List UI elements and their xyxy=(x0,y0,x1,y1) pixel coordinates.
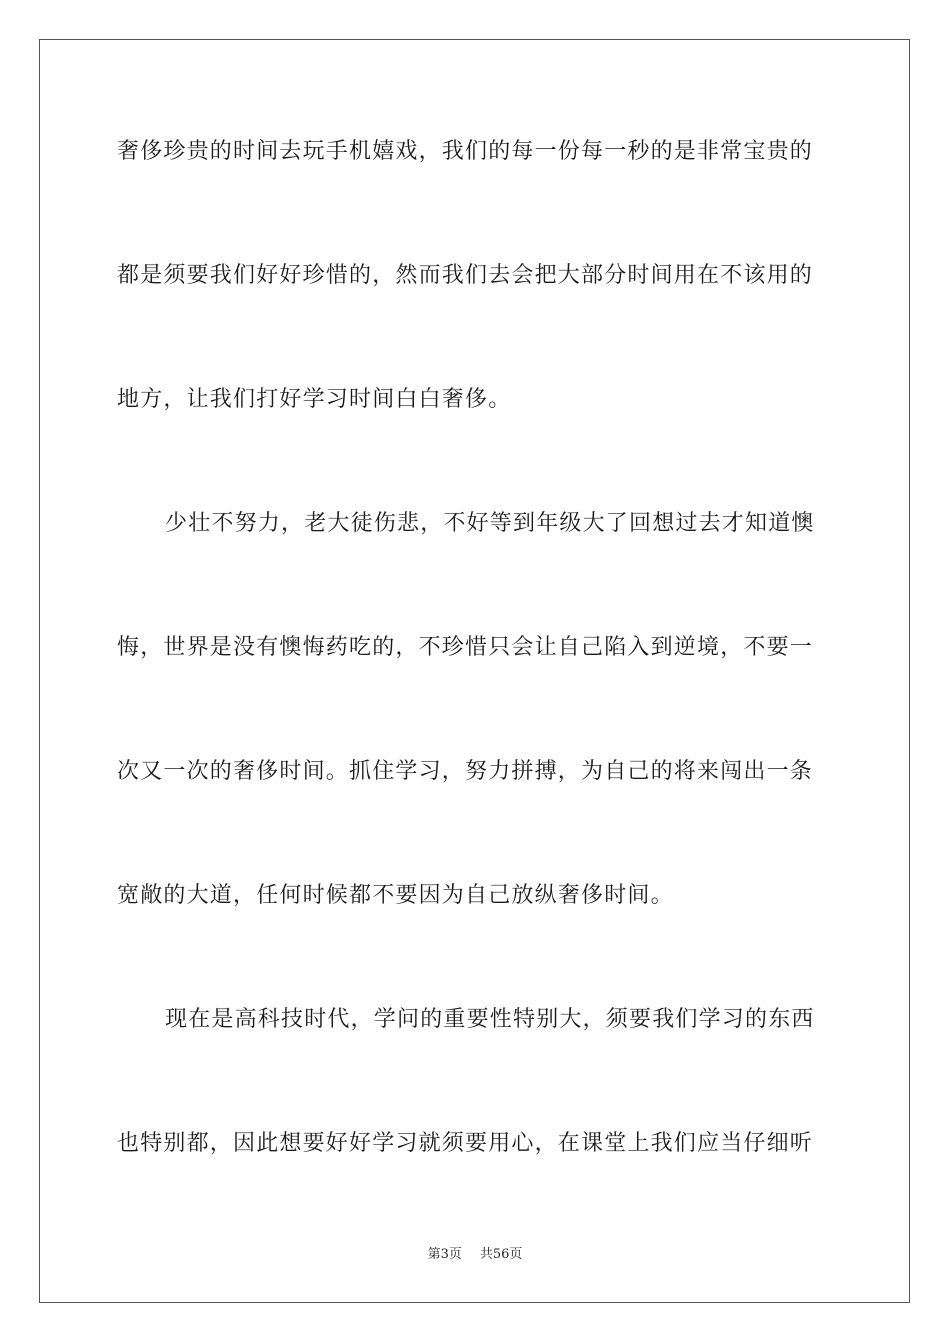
page-border xyxy=(39,39,910,1303)
text-line-8-paragraph-start: 现在是高科技时代，学问的重要性特别大，须要我们学习的东西 xyxy=(165,1007,815,1032)
page-footer xyxy=(0,1246,950,1264)
text-line-5: 悔，世界是没有懊悔药吃的，不珍惜只会让自己陷入到逆境，不要一 xyxy=(117,635,814,660)
page-total: 共56页 xyxy=(479,1247,523,1262)
text-line-9: 也特别都，因此想要好好学习就须要用心，在课堂上我们应当仔细听 xyxy=(117,1131,814,1156)
text-line-2: 都是须要我们好好珍惜的，然而我们去会把大部分时间用在不该用的 xyxy=(117,263,814,288)
text-line-3: 地方，让我们打好学习时间白白奢侈。 xyxy=(117,387,512,412)
text-line-1: 奢侈珍贵的时间去玩手机嬉戏，我们的每一份每一秒的是非常宝贵的 xyxy=(117,139,814,164)
page-number: 第3页 xyxy=(427,1247,462,1262)
text-line-4-paragraph-start: 少壮不努力，老大徒伤悲，不好等到年级大了回想过去才知道懊 xyxy=(165,511,815,536)
text-line-7: 宽敞的大道，任何时候都不要因为自己放纵奢侈时间。 xyxy=(117,883,674,908)
text-line-6: 次又一次的奢侈时间。抓住学习，努力拼搏，为自己的将来闯出一条 xyxy=(117,759,814,784)
